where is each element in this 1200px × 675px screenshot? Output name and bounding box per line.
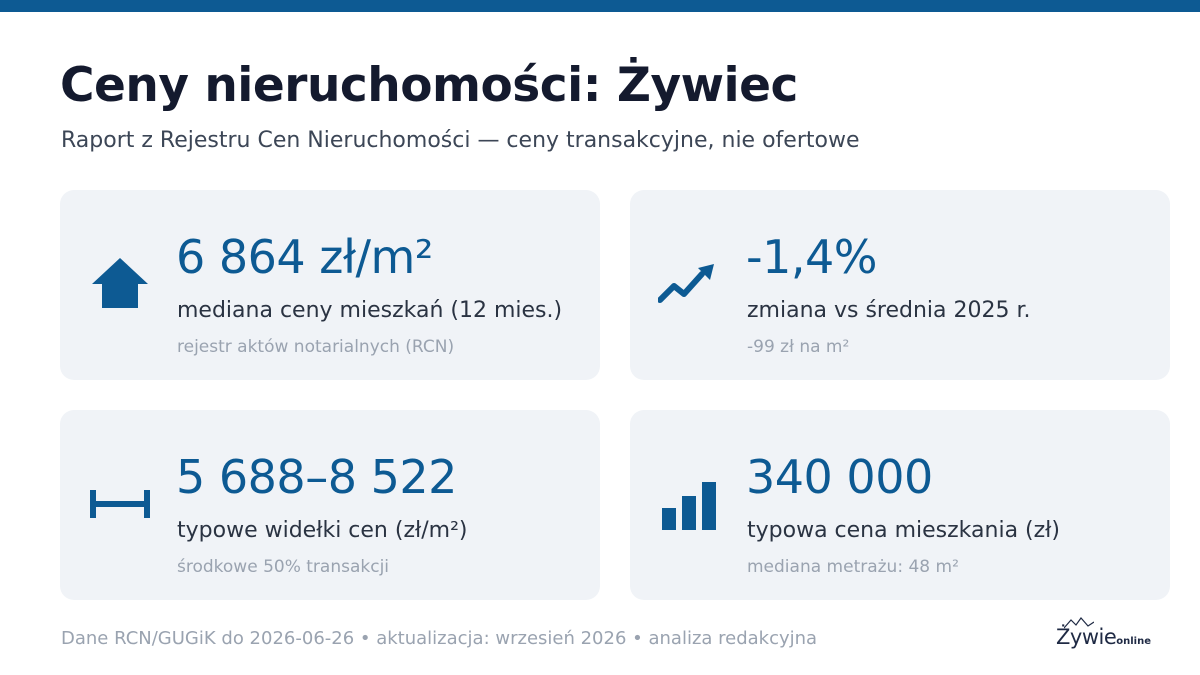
stat-card-median-price <box>60 190 600 380</box>
stat-card-typical-price <box>630 410 1170 600</box>
stat-label: zmiana vs średnia 2025 r. <box>747 298 1031 323</box>
stat-label: mediana ceny mieszkań (12 mies.) <box>177 298 563 323</box>
stat-value: 6 864 zł/m² <box>176 230 433 284</box>
site-logo <box>1052 615 1152 655</box>
bar-chart-icon <box>658 472 722 536</box>
stat-value: 5 688–8 522 <box>176 450 457 504</box>
stat-label: typowa cena mieszkania (zł) <box>747 518 1061 543</box>
logo-main-text: Żywie <box>1056 625 1117 649</box>
footer-source: Dane RCN/GUGiK do 2026-06-26 • aktualizacja: wrzesień 2026 • analiza redakcyjna <box>61 628 818 649</box>
page-title: Ceny nieruchomości: Żywiec <box>60 58 798 113</box>
stat-label: typowe widełki cen (zł/m²) <box>177 518 468 543</box>
stat-note: środkowe 50% transakcji <box>177 557 390 577</box>
stat-note: rejestr aktów notarialnych (RCN) <box>177 337 455 357</box>
stat-note: mediana metrażu: 48 m² <box>747 557 959 577</box>
stat-value: -1,4% <box>746 230 877 284</box>
logo-sub-text: online <box>1116 636 1151 647</box>
range-icon <box>88 472 152 536</box>
top-accent-bar <box>0 0 1200 12</box>
stat-card-change <box>630 190 1170 380</box>
stat-note: -99 zł na m² <box>747 337 850 357</box>
stat-card-price-range <box>60 410 600 600</box>
stat-value: 340 000 <box>746 450 933 504</box>
page-subtitle: Raport z Rejestru Cen Nieruchomości — ceny transakcyjne, nie ofertowe <box>61 128 860 153</box>
house-icon <box>88 252 152 316</box>
trend-up-icon <box>658 252 722 316</box>
